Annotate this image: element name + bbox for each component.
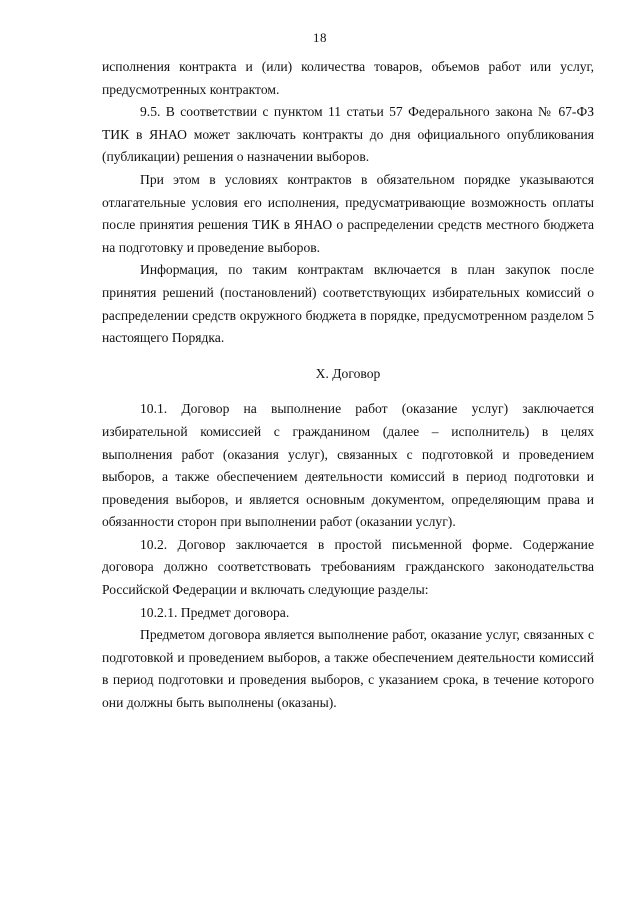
paragraph-subject: Предметом договора является выполнение работ, оказание услуг, связанных с подготовкой и проведением выборов, а также обеспечением деятельности комиссий в период подготовки и проведения выборов, с указанием срока, в течение которого они должны быть выполнены (оказаны). xyxy=(102,627,594,711)
paragraph-continuation: исполнения контракта и (или) количества товаров, объемов работ или услуг, предусмотренных контрактом. xyxy=(102,59,594,97)
paragraph-10-2-1: 10.2.1. Предмет договора. xyxy=(140,604,290,620)
paragraph-9-5: 9.5. В соответствии с пунктом 11 статьи 57 Федерального закона № 67-ФЗ ТИК в ЯНАО может заключать контракты до дня официального опубликования (публикации) решения о назначении выборов. xyxy=(102,104,594,165)
paragraph-conditions: При этом в условиях контрактов в обязательном порядке указываются отлагательные условия его исполнения, предусматривающие возможность оплаты после принятия решения ТИК в ЯНАО о распределении средств местного бюджета на подготовку и проведение выборов. xyxy=(102,171,594,255)
document-body xyxy=(102,56,594,715)
paragraph-10-1: 10.1. Договор на выполнение работ (оказание услуг) заключается избирательной комиссией с гражданином (далее – исполнитель) в целях выполнения работ (оказания услуг), связанных с подготовкой и проведением выборов, а также обеспечением деятельности комиссий в период подготовки и проведения выборов, и является основным документом, определяющим права и обязанности сторон при выполнении работ (оказании услуг). xyxy=(102,401,594,530)
paragraph-10-2: 10.2. Договор заключается в простой письменной форме. Содержание договора должно соответствовать требованиям гражданского законодательства Российской Федерации и включать следующие разделы: xyxy=(102,536,594,598)
section-heading: X. Договор xyxy=(315,365,381,381)
page-number: 18 xyxy=(313,30,327,45)
paragraph-information: Информация, по таким контрактам включается в план закупок после принятия решений (постановлений) соответствующих избирательных комиссий о распределении средств окружного бюджета в порядке, предусмотренном разделом 5 настоящего Порядка. xyxy=(102,262,594,346)
